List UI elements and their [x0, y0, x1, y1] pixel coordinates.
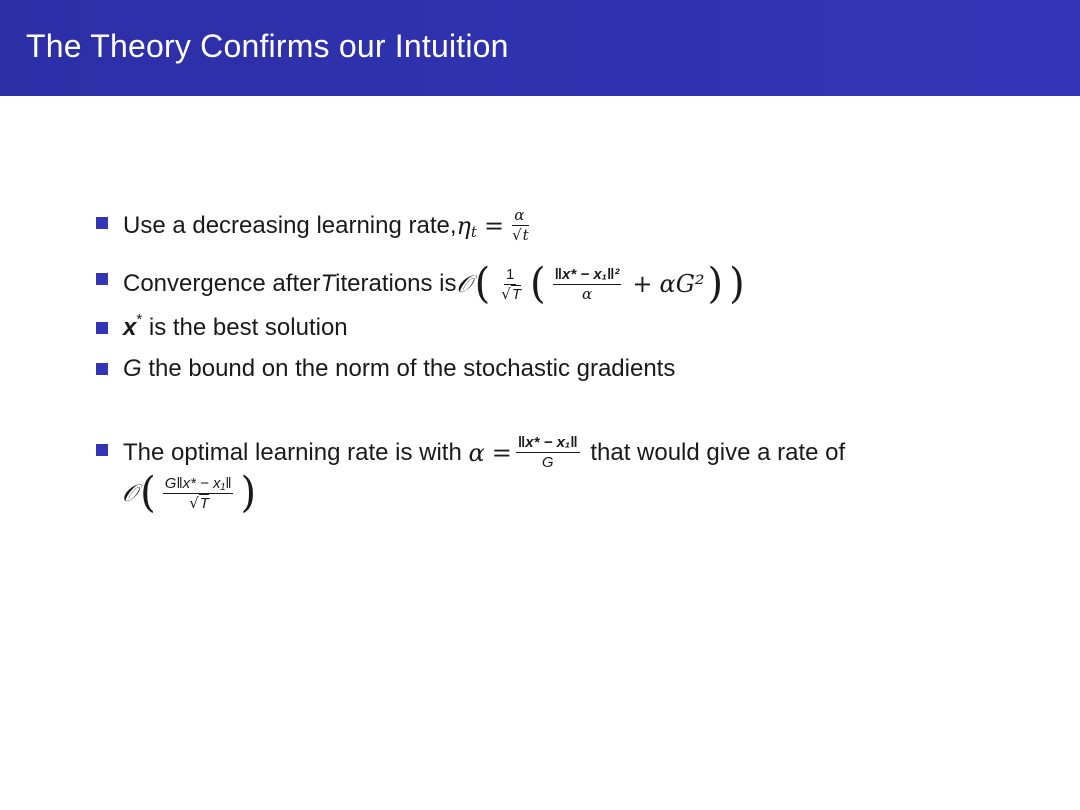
bullet-marker	[96, 363, 108, 375]
fraction-numerator: 1	[505, 265, 515, 283]
equals-sign: =	[483, 211, 505, 240]
equals-sign: =	[491, 438, 512, 467]
one-over-sqrt-T: $\frac{1}{√T}$	[501, 265, 521, 303]
big-o-symbol: 𝒪	[122, 479, 138, 507]
bullet-text: Convergence after	[123, 270, 321, 297]
fraction-numerator: G‖x* − x₁‖	[164, 474, 232, 492]
norm-over-G	[516, 435, 580, 470]
eta-subscript: t	[470, 222, 477, 241]
fraction-numerator: ‖x* − x₁‖	[517, 434, 578, 451]
fraction-denominator: α	[581, 284, 593, 303]
bullet-marker	[96, 217, 108, 229]
star-superscript: *	[136, 311, 143, 328]
alpha-symbol: α	[468, 438, 485, 467]
rate-fraction: $\frac{\text{G‖x* − x₁‖}}{√T}$	[164, 474, 232, 512]
x-star-symbol: x	[123, 314, 137, 341]
plus-sign: +	[632, 270, 653, 298]
slide-title: The Theory Confirms our Intuition	[26, 28, 509, 64]
bullet-text: that would give a rate of	[583, 438, 846, 466]
big-o-symbol: 𝒪	[456, 270, 472, 298]
bullet-marker	[96, 322, 108, 334]
fraction-denominator: G	[541, 454, 554, 471]
G-symbol: G	[123, 355, 142, 382]
norm-over-alpha	[553, 267, 622, 302]
alpha-g-squared: αG²	[659, 270, 705, 298]
alpha-over-sqrt-t: $\frac{\alpha}{√t}$	[512, 206, 529, 244]
bullet-marker	[96, 273, 108, 285]
slide-header	[0, 0, 1080, 96]
bullet-marker	[96, 444, 108, 456]
fraction-denominator: T	[199, 494, 209, 512]
bullet-text: The optimal learning rate is with	[123, 438, 469, 466]
eta-symbol: η	[456, 211, 471, 240]
bullet-text: iterations is	[335, 270, 457, 297]
T-symbol: T	[320, 270, 336, 297]
bullet-text: the bound on the norm of the stochastic gradients	[141, 355, 676, 382]
fraction-numerator: ‖x* − x₁‖²	[554, 265, 620, 283]
bullet-text: is the best solution	[142, 314, 348, 341]
fraction-denominator: t	[522, 226, 529, 244]
fraction-numerator: α	[514, 206, 525, 224]
bullet-text: Use a decreasing learning rate,	[123, 211, 457, 239]
fraction-denominator: T	[511, 285, 521, 303]
